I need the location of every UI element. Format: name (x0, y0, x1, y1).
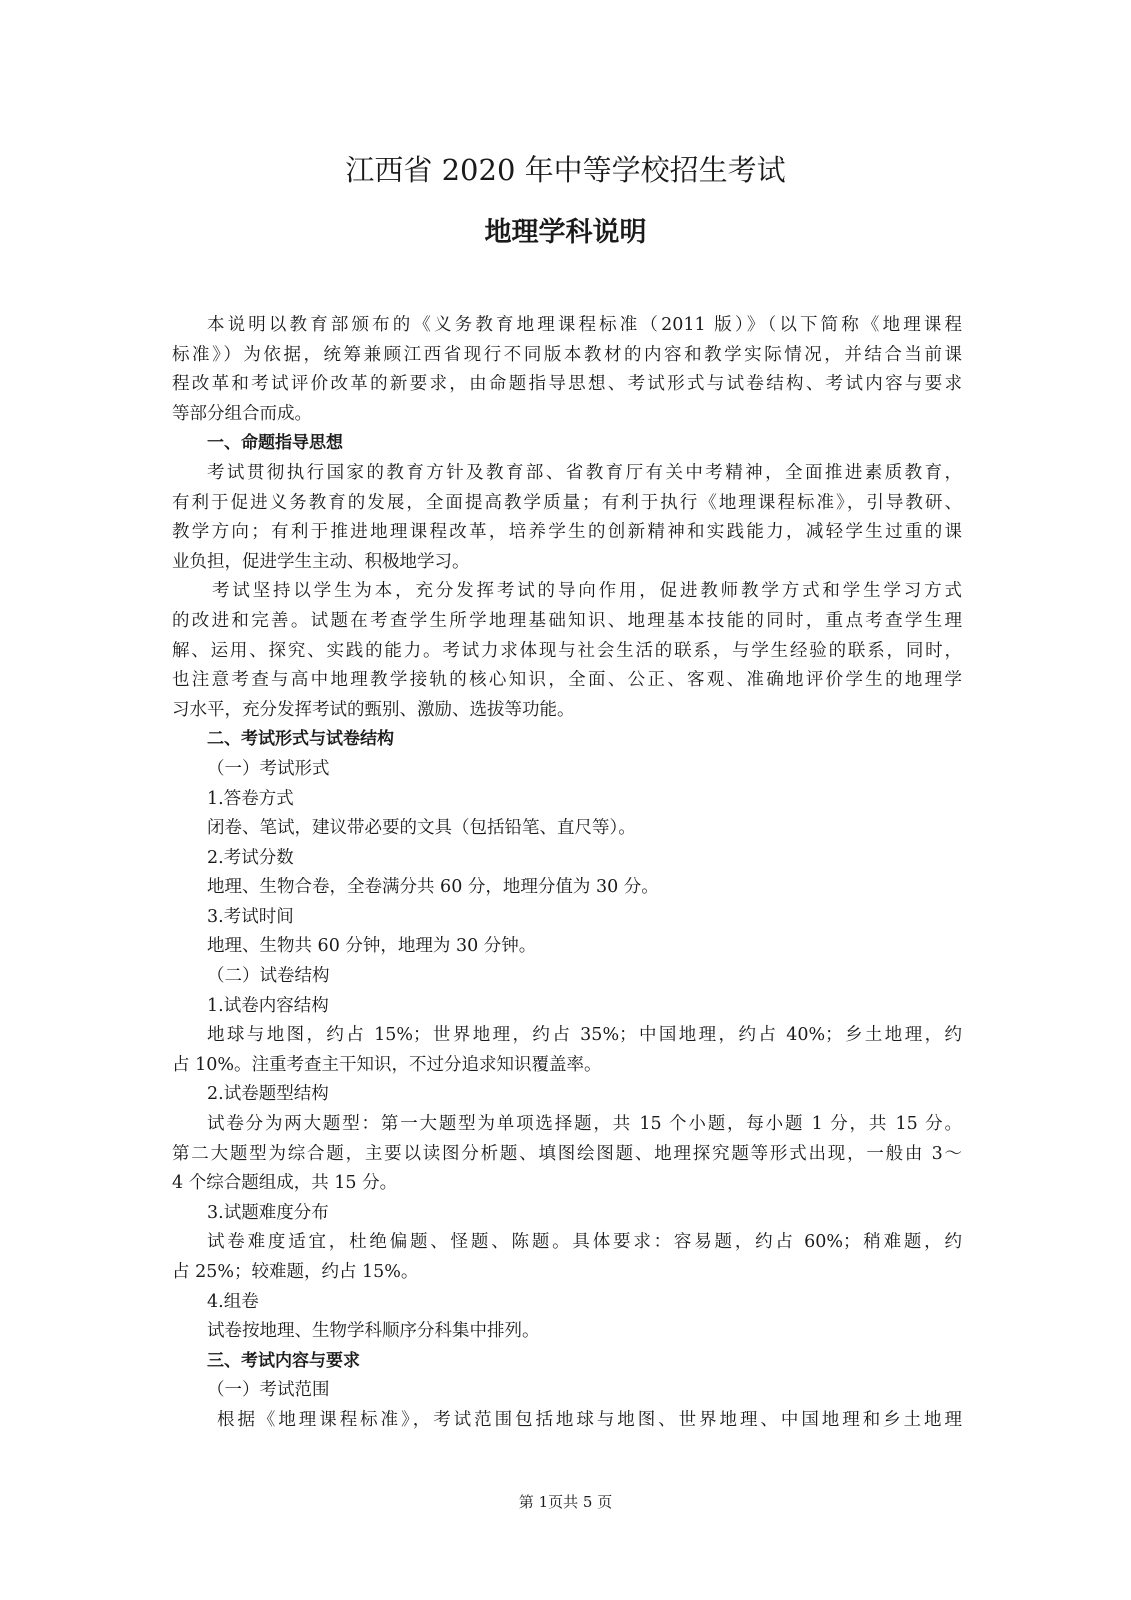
paragraph-line: 考试贯彻执行国家的教育方针及教育部、省教育厅有关中考精神，全面推进素质教育， (207, 462, 962, 483)
item-text: 试卷难度适宜，杜绝偏题、怪题、陈题。具体要求：容易题，约占 60%；稍难题，约 (207, 1232, 962, 1253)
paragraph-line: 的改进和完善。试题在考查学生所学地理基础知识、地理基本技能的同时，重点考查学生理 (172, 610, 962, 631)
section-heading: 三、考试内容与要求 (207, 1350, 360, 1371)
intro-line: 本说明以教育部颁布的《义务教育地理课程标准（2011 版）》（以下简称《地理课程 (207, 315, 962, 335)
item-text: 地理、生物共 60 分钟，地理为 30 分钟。 (207, 936, 537, 957)
paragraph-line: 习水平，充分发挥考试的甄别、激励、选拔等功能。 (172, 699, 575, 720)
item-title: 2.试卷题型结构 (207, 1084, 329, 1105)
paragraph-line: 考试坚持以学生为本，充分发挥考试的导向作用，促进教师教学方式和学生学习方式 (212, 581, 962, 602)
intro-line: 程改革和考试评价改革的新要求，由命题指导思想、考试形式与试卷结构、考试内容与要求 (172, 374, 962, 395)
subsection-heading: （一）考试形式 (207, 758, 330, 779)
section-heading: 二、考试形式与试卷结构 (207, 729, 394, 750)
paragraph-line: 教学方向；有利于推进地理课程改革，培养学生的创新精神和实践能力，减轻学生过重的课 (172, 522, 962, 543)
page-footer: 第 1页共 5 页 (518, 1493, 613, 1511)
intro-line: 等部分组合而成。 (172, 403, 312, 424)
item-title: 3.试题难度分布 (207, 1202, 329, 1223)
item-text: 试卷按地理、生物学科顺序分科集中排列。 (207, 1321, 540, 1342)
paragraph-line: 解、运用、探究、实践的能力。考试力求体现与社会生活的联系，与学生经验的联系，同时， (172, 640, 962, 661)
item-text: 闭卷、笔试，建议带必要的文具（包括铅笔、直尺等）。 (207, 818, 636, 839)
item-text: 地理、生物合卷，全卷满分共 60 分，地理分值为 30 分。 (207, 877, 659, 898)
subsection-heading: （二）试卷结构 (207, 966, 330, 987)
section-heading: 一、命题指导思想 (207, 433, 343, 454)
item-text: 4 个综合题组成，共 15 分。 (172, 1173, 398, 1194)
document-title: 江西省 2020 年中等学校招生考试 (345, 153, 786, 187)
paragraph-line: 也注意考查与高中地理教学接轨的核心知识，全面、公正、客观、准确地评价学生的地理学 (172, 670, 962, 691)
item-text: 占 10%。注重考查主干知识，不过分追求知识覆盖率。 (172, 1054, 602, 1075)
item-title: 2.考试分数 (207, 847, 294, 868)
paragraph-line: 有利于促进义务教育的发展，全面提高教学质量；有利于执行《地理课程标准》，引导教研、 (172, 492, 962, 513)
item-text: 第二大题型为综合题，主要以读图分析题、填图绘图题、地理探究题等形式出现，一般由 3～ (172, 1143, 962, 1164)
item-title: 1.试卷内容结构 (207, 995, 329, 1016)
document-body (172, 311, 962, 1436)
item-text: 地球与地图，约占 15%；世界地理，约占 35%；中国地理，约占 40%；乡土地理，约 (207, 1025, 962, 1046)
document-subtitle: 地理学科说明 (484, 217, 647, 248)
paragraph-line: 根据《地理课程标准》，考试范围包括地球与地图、世界地理、中国地理和乡土地理 (217, 1409, 962, 1430)
item-text: 占 25%；较难题，约占 15%。 (172, 1262, 419, 1282)
item-text: 试卷分为两大题型：第一大题型为单项选择题，共 15 个小题，每小题 1 分，共 15 分。 (207, 1114, 962, 1135)
subsection-heading: （一）考试范围 (207, 1380, 330, 1401)
item-title: 1.答卷方式 (207, 788, 294, 809)
item-title: 4.组卷 (207, 1291, 259, 1312)
paragraph-line: 业负担，促进学生主动、积极地学习。 (172, 551, 470, 572)
item-title: 3.考试时间 (207, 906, 294, 927)
intro-line: 标准》）为依据，统筹兼顾江西省现行不同版本教材的内容和教学实际情况，并结合当前课 (172, 344, 962, 365)
